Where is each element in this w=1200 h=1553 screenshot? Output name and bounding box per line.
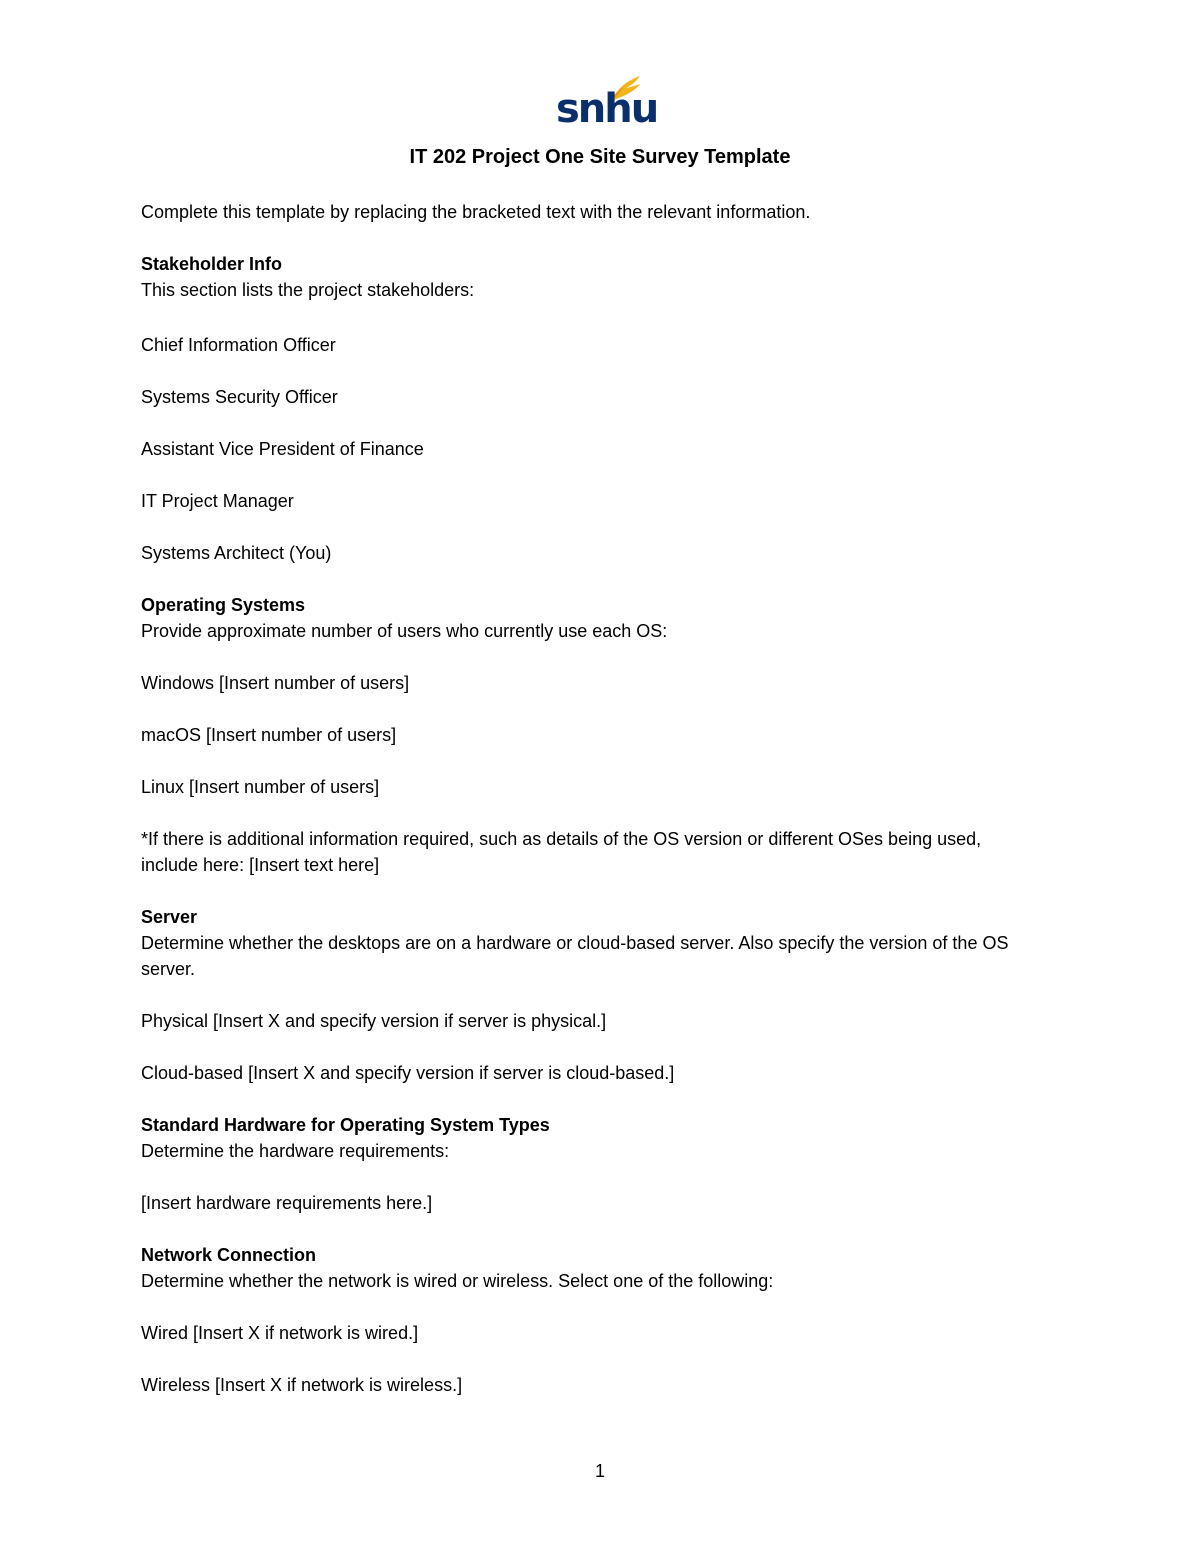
- page-number: 1: [594, 1461, 605, 1481]
- stakeholder-heading: Stakeholder Info: [141, 254, 283, 274]
- stakeholder-item: Systems Architect (You): [141, 543, 332, 563]
- server-description: Determine whether the desktops are on a hardware or cloud-based server. Also specify the version of the OS server.: [141, 933, 1009, 979]
- server-heading: Server: [141, 907, 198, 927]
- server-item: Cloud-based [Insert X and specify version if server is cloud-based.]: [141, 1063, 675, 1083]
- stakeholder-description: This section lists the project stakeholders:: [141, 280, 475, 300]
- logo-wordmark: snhu: [556, 86, 658, 132]
- hardware-heading: Standard Hardware for Operating System Types: [141, 1115, 550, 1135]
- network-description: Determine whether the network is wired or wireless. Select one of the following:: [141, 1271, 774, 1291]
- stakeholder-item: Assistant Vice President of Finance: [141, 439, 424, 459]
- os-heading: Operating Systems: [141, 595, 306, 615]
- hardware-description: Determine the hardware requirements:: [141, 1141, 450, 1161]
- network-item: Wired [Insert X if network is wired.]: [141, 1323, 419, 1343]
- intro-text: Complete this template by replacing the bracketed text with the relevant information.: [141, 202, 811, 222]
- stakeholder-item: Chief Information Officer: [141, 335, 336, 355]
- os-note: *If there is additional information required, such as details of the OS version or different OSes being used, include here: [Insert text here]: [141, 829, 982, 875]
- os-item: Linux [Insert number of users]: [141, 777, 380, 797]
- server-item: Physical [Insert X and specify version if server is physical.]: [141, 1011, 607, 1031]
- stakeholder-item: IT Project Manager: [141, 491, 294, 511]
- os-description: Provide approximate number of users who currently use each OS:: [141, 621, 668, 641]
- network-heading: Network Connection: [141, 1245, 317, 1265]
- stakeholder-item: Systems Security Officer: [141, 387, 338, 407]
- document-title: IT 202 Project One Site Survey Template: [409, 146, 791, 168]
- snhu-logo: [556, 72, 658, 134]
- document-body: [141, 199, 1041, 1398]
- network-item: Wireless [Insert X if network is wireless.]: [141, 1375, 463, 1395]
- os-item: Windows [Insert number of users]: [141, 673, 410, 693]
- hardware-item: [Insert hardware requirements here.]: [141, 1193, 433, 1213]
- os-item: macOS [Insert number of users]: [141, 725, 397, 745]
